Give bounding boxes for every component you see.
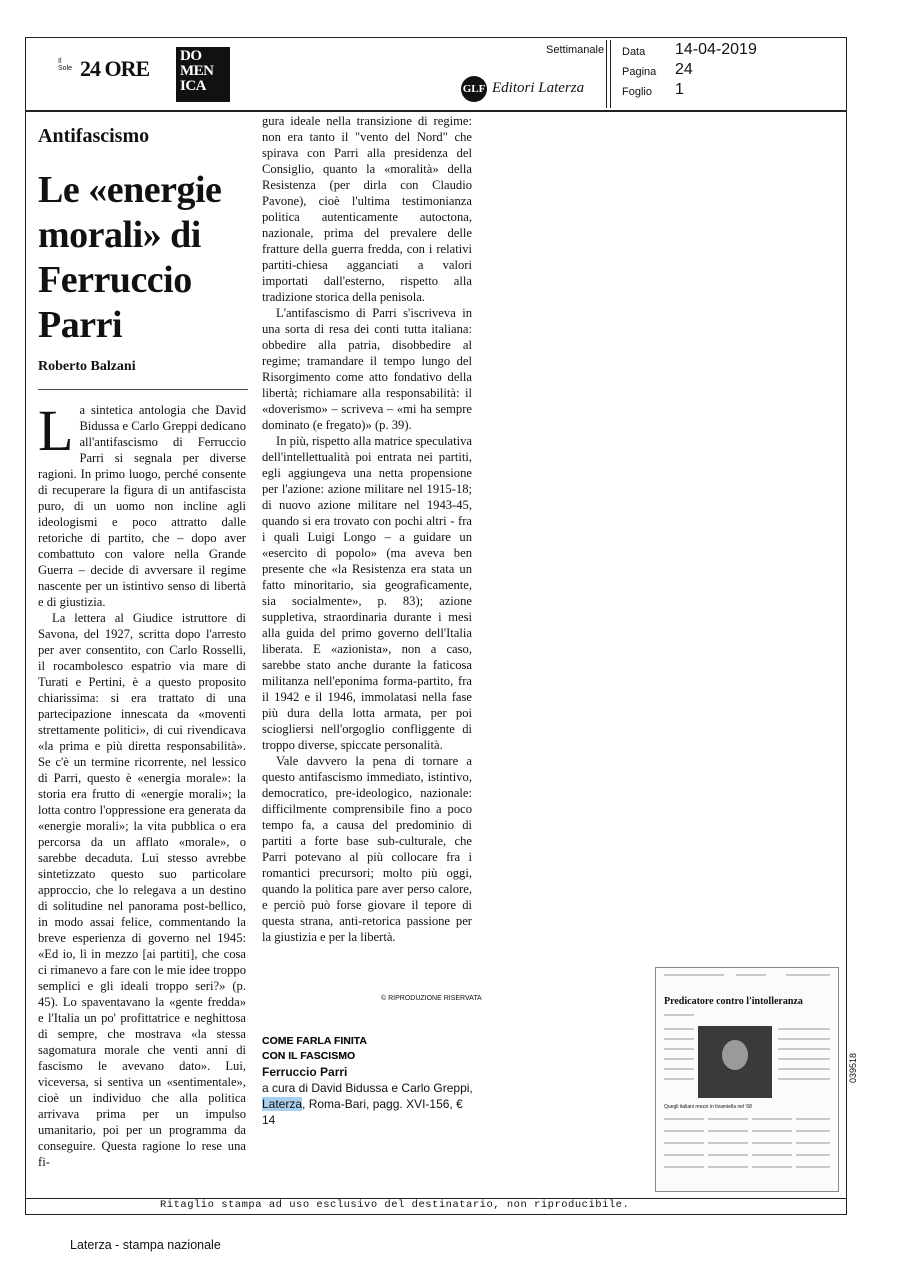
thumb-face	[722, 1040, 748, 1070]
sheet-value: 1	[675, 81, 684, 98]
footer-source: Laterza - stampa nazionale	[70, 1238, 221, 1252]
article-headline: Le «energie morali» di Ferruccio Parri	[38, 169, 222, 346]
thumb-text-line	[664, 1142, 704, 1144]
supplement-line: MEN	[180, 63, 214, 79]
book-details-text: , Roma-Bari, pagg. XVI-156, € 14	[262, 1097, 463, 1127]
paragraph: Vale davvero la pena di tornare a questo antifascismo immediato, istintivo, democratico, pre-ideologico, nazionale: difficilmente comprensibile fino a poco tempo fa, a causa del predominio di partiti a forte base sub-culturale, che Parri potevano al più collocare fra i romantici precursori; molto più oggi, quando la politica pare aver perso calore, e perciò può forse giovare il tepore di questa strana, anti-retorica passione per la giustizia e per la libertà.	[262, 754, 472, 944]
divider	[38, 389, 248, 390]
reproduction-notice: Ritaglio stampa ad uso esclusivo del destinatario, non riproducibile.	[160, 1199, 630, 1211]
book-title: COME FARLA FINITA	[262, 1035, 367, 1047]
date-label: Data	[622, 46, 646, 58]
thumb-text-line	[664, 1048, 694, 1050]
sheet-label: Foglio	[622, 86, 652, 98]
thumb-text-line	[664, 974, 724, 976]
thumb-text-line	[708, 1118, 748, 1120]
thumb-portrait	[698, 1026, 772, 1098]
thumb-text-line	[778, 1078, 830, 1080]
supplement-line: DO	[180, 48, 202, 64]
paragraph: La lettera al Giudice istruttore di Savona, del 1927, scritta dopo l'arresto per aver consentito, con Carlo Rosselli, il rocambolesco espatrio via mare di Turati e Pertini, è a questo proposito chiarissima: si era trattato di una partecipazione innescata da «moventi strettamente politici», di cui rivendicava «la prima e più diretta responsabilità». Se c'è un termine ricorrente, nel lessico di Parri, questo è «energia morale»: la storia era frutto di «energie morali»; la lotta contro l'oppressione era generata da «energie morali»; la vita pubblica o era percorsa da un afflato «morale», o sarebbe decaduta. Lui stesso avrebbe sintetizzato questo suo particolare approccio, che lo relegava a un destino di solitudine nel panorama post-bellico, in modo assai felice, commentando la breve esperienza di governo nel 1945: «Ed io, lì in mezzo [ai partiti], che cosa ci rimanevo a fare con le mie idee troppo semplici e gli ideali troppo seri?» (p. 45). Lo spaventavano la «gente freddа» e l'Italia un po' profittatrice e neghittosa di sempre, che mostrava «la stessa sagomatura morale che venti anni di fascismo le avevano dato». Lui, viceversa, si sentiva un «sentimentale», cioè un individuo che alla politica arrivava prima per un impulso umanitario, poi per un programma da conseguire. Questa ragione lo rese una fi-	[38, 611, 246, 1169]
paragraph: In più, rispetto alla matrice speculativa dell'intellettualità poi entrata nei partiti, egli aggiungeva una netta propensione per l'azione: azione militare nel 1915-18; di nuovo azione militare nel 1943-45, quando si era trovato con pochi altri - fra i quali Luigi Longo – a guidare un «esercito di popolo» (ma aveva ben presente che «la Resistenza era stata un fatto minoritario, sia geograficamente, sia socialmente», p. 83); azione suppletiva, straordinaria durante i mesi alla guida del primo governo dell'Italia liberata. E «azionista», non a caso, sarebbe stato anche durante la faticosa militanza nell'eponima forma-partito, fra il 1942 e il 1946, immolatasi nella fase più dura della lotta armata, per poi sciogliersi nell'orgoglio confliggente di troppo diverse, spiccate personalità.	[262, 434, 472, 752]
thumb-text-line	[708, 1130, 748, 1132]
thumb-text-line	[708, 1142, 748, 1144]
paragraph: gura ideale nella transizione di regime: non era tanto il "vento del Nord" che spirava con Parri alla presidenza del Consiglio, quanto la «moralità» della Resistenza (per dirla con Claudio Pavone), cioè l'ultima testimonianza politica autenticamente autoctona, nazionale, prima del prevalere delle fratture della guerra fredda, con i relativi partiti-chiesa agganciati a valori importati dall'esterno, rispetto alla tradizione storica della penisola.	[262, 114, 472, 304]
book-author: Ferruccio Parri	[262, 1065, 348, 1079]
thumb-text-line	[664, 1058, 694, 1060]
book-title: CON IL FASCISMO	[262, 1050, 356, 1062]
thumb-text-line	[778, 1038, 830, 1040]
clipping-code: 039518	[848, 1052, 858, 1083]
thumb-text-line	[796, 1166, 830, 1168]
thumb-text-line	[664, 1166, 704, 1168]
thumb-text-line	[736, 974, 766, 976]
thumb-text-line	[752, 1142, 792, 1144]
page-label: Pagina	[622, 66, 657, 78]
dropcap: L	[38, 398, 74, 463]
thumb-text-line	[752, 1166, 792, 1168]
supplement-line: ICA	[180, 78, 207, 94]
thumb-text-line	[796, 1142, 830, 1144]
thumb-text-line	[752, 1130, 792, 1132]
thumb-text-line	[708, 1166, 748, 1168]
thumb-text-line	[752, 1154, 792, 1156]
date-value: 14-04-2019	[675, 41, 757, 58]
page-value: 24	[675, 61, 693, 78]
book-details	[262, 1096, 477, 1128]
thumb-text-line	[778, 1028, 830, 1030]
thumb-text-line	[664, 1028, 694, 1030]
thumb-text-line	[778, 1058, 830, 1060]
paragraph	[38, 398, 246, 610]
thumb-text-line	[664, 1078, 694, 1080]
paragraph-text: a sintetica antologia che David Bidussa e Carlo Greppi dedicano all'antifascismo di Ferruccio Parri si segnala per diverse ragioni. In primo luogo, perché consente di recuperare la figura di un antifascista puro, di un uomo non incline agli ideologismi e poco attratto dalle retoriche di partito, che – dopo aver combattuto con valore nella Grande Guerra – decide di avversare il regime nascente per un istintivo senso di libertà e di giustizia.	[38, 403, 246, 609]
supplement-logo	[176, 47, 230, 102]
thumb-text-line	[664, 1014, 694, 1016]
page-thumbnail	[655, 967, 839, 1192]
article-kicker: Antifascismo	[38, 125, 150, 147]
book-editors: a cura di David Bidussa e Carlo Greppi,	[262, 1081, 473, 1095]
paragraph: L'antifascismo di Parri s'iscriveva in una sorta di resa dei conti tutta italiana: obbedire alla patria, disobbedire al regime; tramandare il tempo lungo del Risorgimento come atto fondativo della libertà; richiamare alla responsabilità: il «doverismo» – scriveva – «mi ha sempre dominato (e fregato)» (p. 39).	[262, 306, 472, 432]
masthead-small: Il Sole	[58, 58, 73, 72]
publisher-logo-icon: GLF	[461, 76, 487, 102]
article-column-1	[38, 398, 246, 1170]
thumb-text-line	[796, 1154, 830, 1156]
thumb-text-line	[778, 1068, 830, 1070]
divider	[606, 40, 607, 108]
thumb-caption: Quegli italiani mezzi in tivamiella nel '68	[664, 1104, 752, 1110]
publisher-highlight: Laterza	[262, 1097, 303, 1111]
thumb-text-line	[664, 1038, 694, 1040]
thumb-text-line	[664, 1154, 704, 1156]
masthead-big: 24 ORE	[80, 56, 150, 81]
thumb-text-line	[664, 1130, 704, 1132]
thumb-text-line	[664, 1118, 704, 1120]
publisher-name: Editori Laterza	[492, 80, 585, 96]
book-info	[262, 1034, 477, 1128]
article-column-2	[262, 113, 472, 945]
thumb-text-line	[778, 1048, 830, 1050]
thumb-title: Predicatore contro l'intolleranza	[664, 996, 803, 1007]
thumb-text-line	[796, 1130, 830, 1132]
rights-notice: © RIPRODUZIONE RISERVATA	[381, 995, 482, 1002]
divider	[610, 40, 611, 108]
frequency-label: Settimanale	[546, 44, 605, 56]
thumb-text-line	[708, 1154, 748, 1156]
thumb-text-line	[752, 1118, 792, 1120]
article-byline: Roberto Balzani	[38, 359, 136, 374]
thumb-text-line	[664, 1068, 694, 1070]
thumb-text-line	[796, 1118, 830, 1120]
thumb-text-line	[786, 974, 830, 976]
